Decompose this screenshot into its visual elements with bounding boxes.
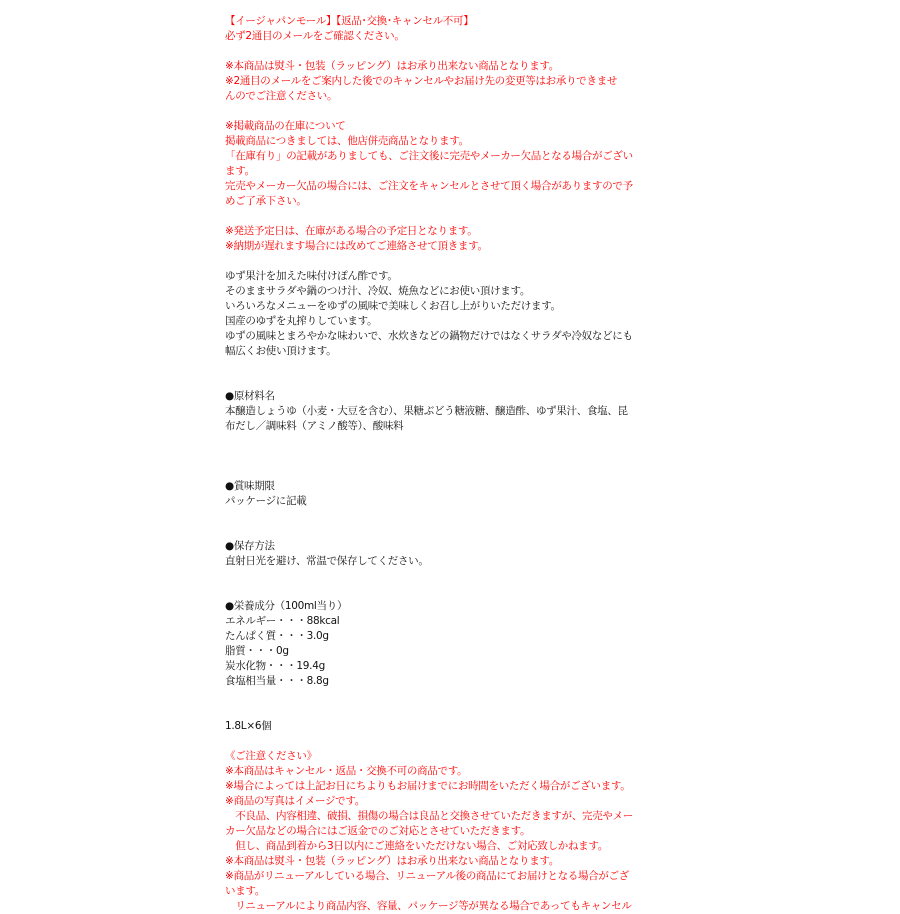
stock-notice-line: めご了承下さい。 [225, 195, 307, 207]
caution-heading: 《ご注意ください》 [225, 750, 317, 762]
storage-text: 直射日光を避け、常温で保存してください。 [225, 555, 429, 567]
caution-line: 不良品、内容相違、破損、損傷の場合は良品と交換させていただきますが、完売やメー [225, 810, 633, 822]
product-notice-document [225, 14, 645, 914]
description-line: そのままサラダや鍋のつけ汁、冷奴、焼魚などにお使い頂けます。 [225, 285, 531, 297]
stock-notice-section [225, 119, 645, 209]
stock-notice-line: 掲載商品につきましては、他店併売商品となります。 [225, 135, 469, 147]
stock-notice-line: 完売やメーカー欠品の場合には、ご注文をキャンセルとさせて頂く場合がありますので予 [225, 180, 633, 192]
caution-line: 但し、商品到着から3日以内にご連絡をいただけない場合、ご対応致しかねます。 [225, 840, 608, 852]
best-before-text: パッケージに記載 [225, 495, 307, 507]
nutrition-row: 脂質・・・0g [225, 645, 289, 657]
stock-notice-line: ます。 [225, 165, 255, 177]
nutrition-row: 炭水化物・・・19.4g [225, 660, 325, 672]
delivery-delay-notice: ※納期が遅れます場合には改めてご連絡させて頂きます。 [225, 240, 488, 252]
shop-policy-title: 【イージャパンモール】【返品･交換･キャンセル不可】 [225, 15, 474, 27]
notice-header-section [225, 14, 645, 44]
best-before-section [225, 479, 645, 509]
description-line: 幅広くお使い頂けます。 [225, 345, 337, 357]
nutrition-row: たんぱく質・・・3.0g [225, 630, 329, 642]
ingredients-section [225, 389, 645, 434]
check-email-notice: 必ず2通目のメールをご確認ください。 [225, 30, 405, 42]
description-line: 国産のゆずを丸搾りしています。 [225, 315, 378, 327]
ingredients-text: 布だし／調味料（アミノ酸等）、酸味料 [225, 420, 404, 432]
nutrition-row: 食塩相当量・・・8.8g [225, 675, 329, 687]
wrapping-notice-section [225, 59, 645, 104]
best-before-heading: ●賞味期限 [225, 480, 275, 492]
caution-line: リニューアルにより商品内容、容量、パッケージ等が異なる場合であってもキャンセル [225, 900, 632, 912]
caution-line: ※商品がリニューアルしている場合、リニューアル後の商品にてお届けとなる場合がござ [225, 870, 629, 882]
caution-line: ※本商品はキャンセル・返品・交換不可の商品です。 [225, 765, 468, 777]
shipping-date-notice: ※発送予定日は、在庫がある場合の予定日となります。 [225, 225, 478, 237]
ingredients-text: 本醸造しょうゆ（小麦・大豆を含む）、果糖ぶどう糖液糖、醸造酢、ゆず果汁、食塩、昆 [225, 405, 628, 417]
shipping-notice-section [225, 224, 645, 254]
caution-section [225, 749, 645, 914]
nutrition-row: エネルギー・・・88kcal [225, 615, 340, 627]
description-line: ゆずの風味とまろやかな味わいで、水炊きなどの鍋物だけではなくサラダや冷奴などにも [225, 330, 633, 342]
wrapping-notice-line: ※本商品は熨斗・包装（ラッピング）はお承り出来ない商品となります。 [225, 60, 559, 72]
package-quantity: 1.8L×6個 [225, 720, 272, 732]
description-line: ゆず果汁を加えた味付けぽん酢です。 [225, 270, 398, 282]
stock-notice-heading: ※掲載商品の在庫について [225, 120, 346, 132]
description-line: いろいろなメニューをゆずの風味で美味しくお召し上がりいただけます。 [225, 300, 561, 312]
nutrition-section [225, 599, 645, 689]
caution-line: ※本商品は熨斗・包装（ラッピング）はお承り出来ない商品となります。 [225, 855, 559, 867]
stock-notice-line: 「在庫有り」の記載がありましても、ご注文後に完売やメーカー欠品となる場合がござい [225, 150, 633, 162]
caution-line: カー欠品などの場合にはご返金でのご対応とさせていただきます。 [225, 825, 531, 837]
product-description-section [225, 269, 645, 359]
ingredients-heading: ●原材料名 [225, 390, 275, 402]
cancellation-notice-line: んのでご注意ください。 [225, 90, 338, 102]
caution-line: ※場合によっては上記お日にちよりもお届けまでにお時間をいただく場合がございます。 [225, 780, 631, 792]
cancellation-notice-line: ※2通目のメールをご案内した後でのキャンセルやお届け先の変更等はお承りできませ [225, 75, 618, 87]
caution-line: います。 [225, 885, 265, 897]
quantity-section [225, 719, 645, 734]
caution-line: ※商品の写真はイメージです。 [225, 795, 365, 807]
storage-section [225, 539, 645, 569]
nutrition-heading: ●栄養成分（100ml当り） [225, 600, 348, 612]
storage-heading: ●保存方法 [225, 540, 275, 552]
